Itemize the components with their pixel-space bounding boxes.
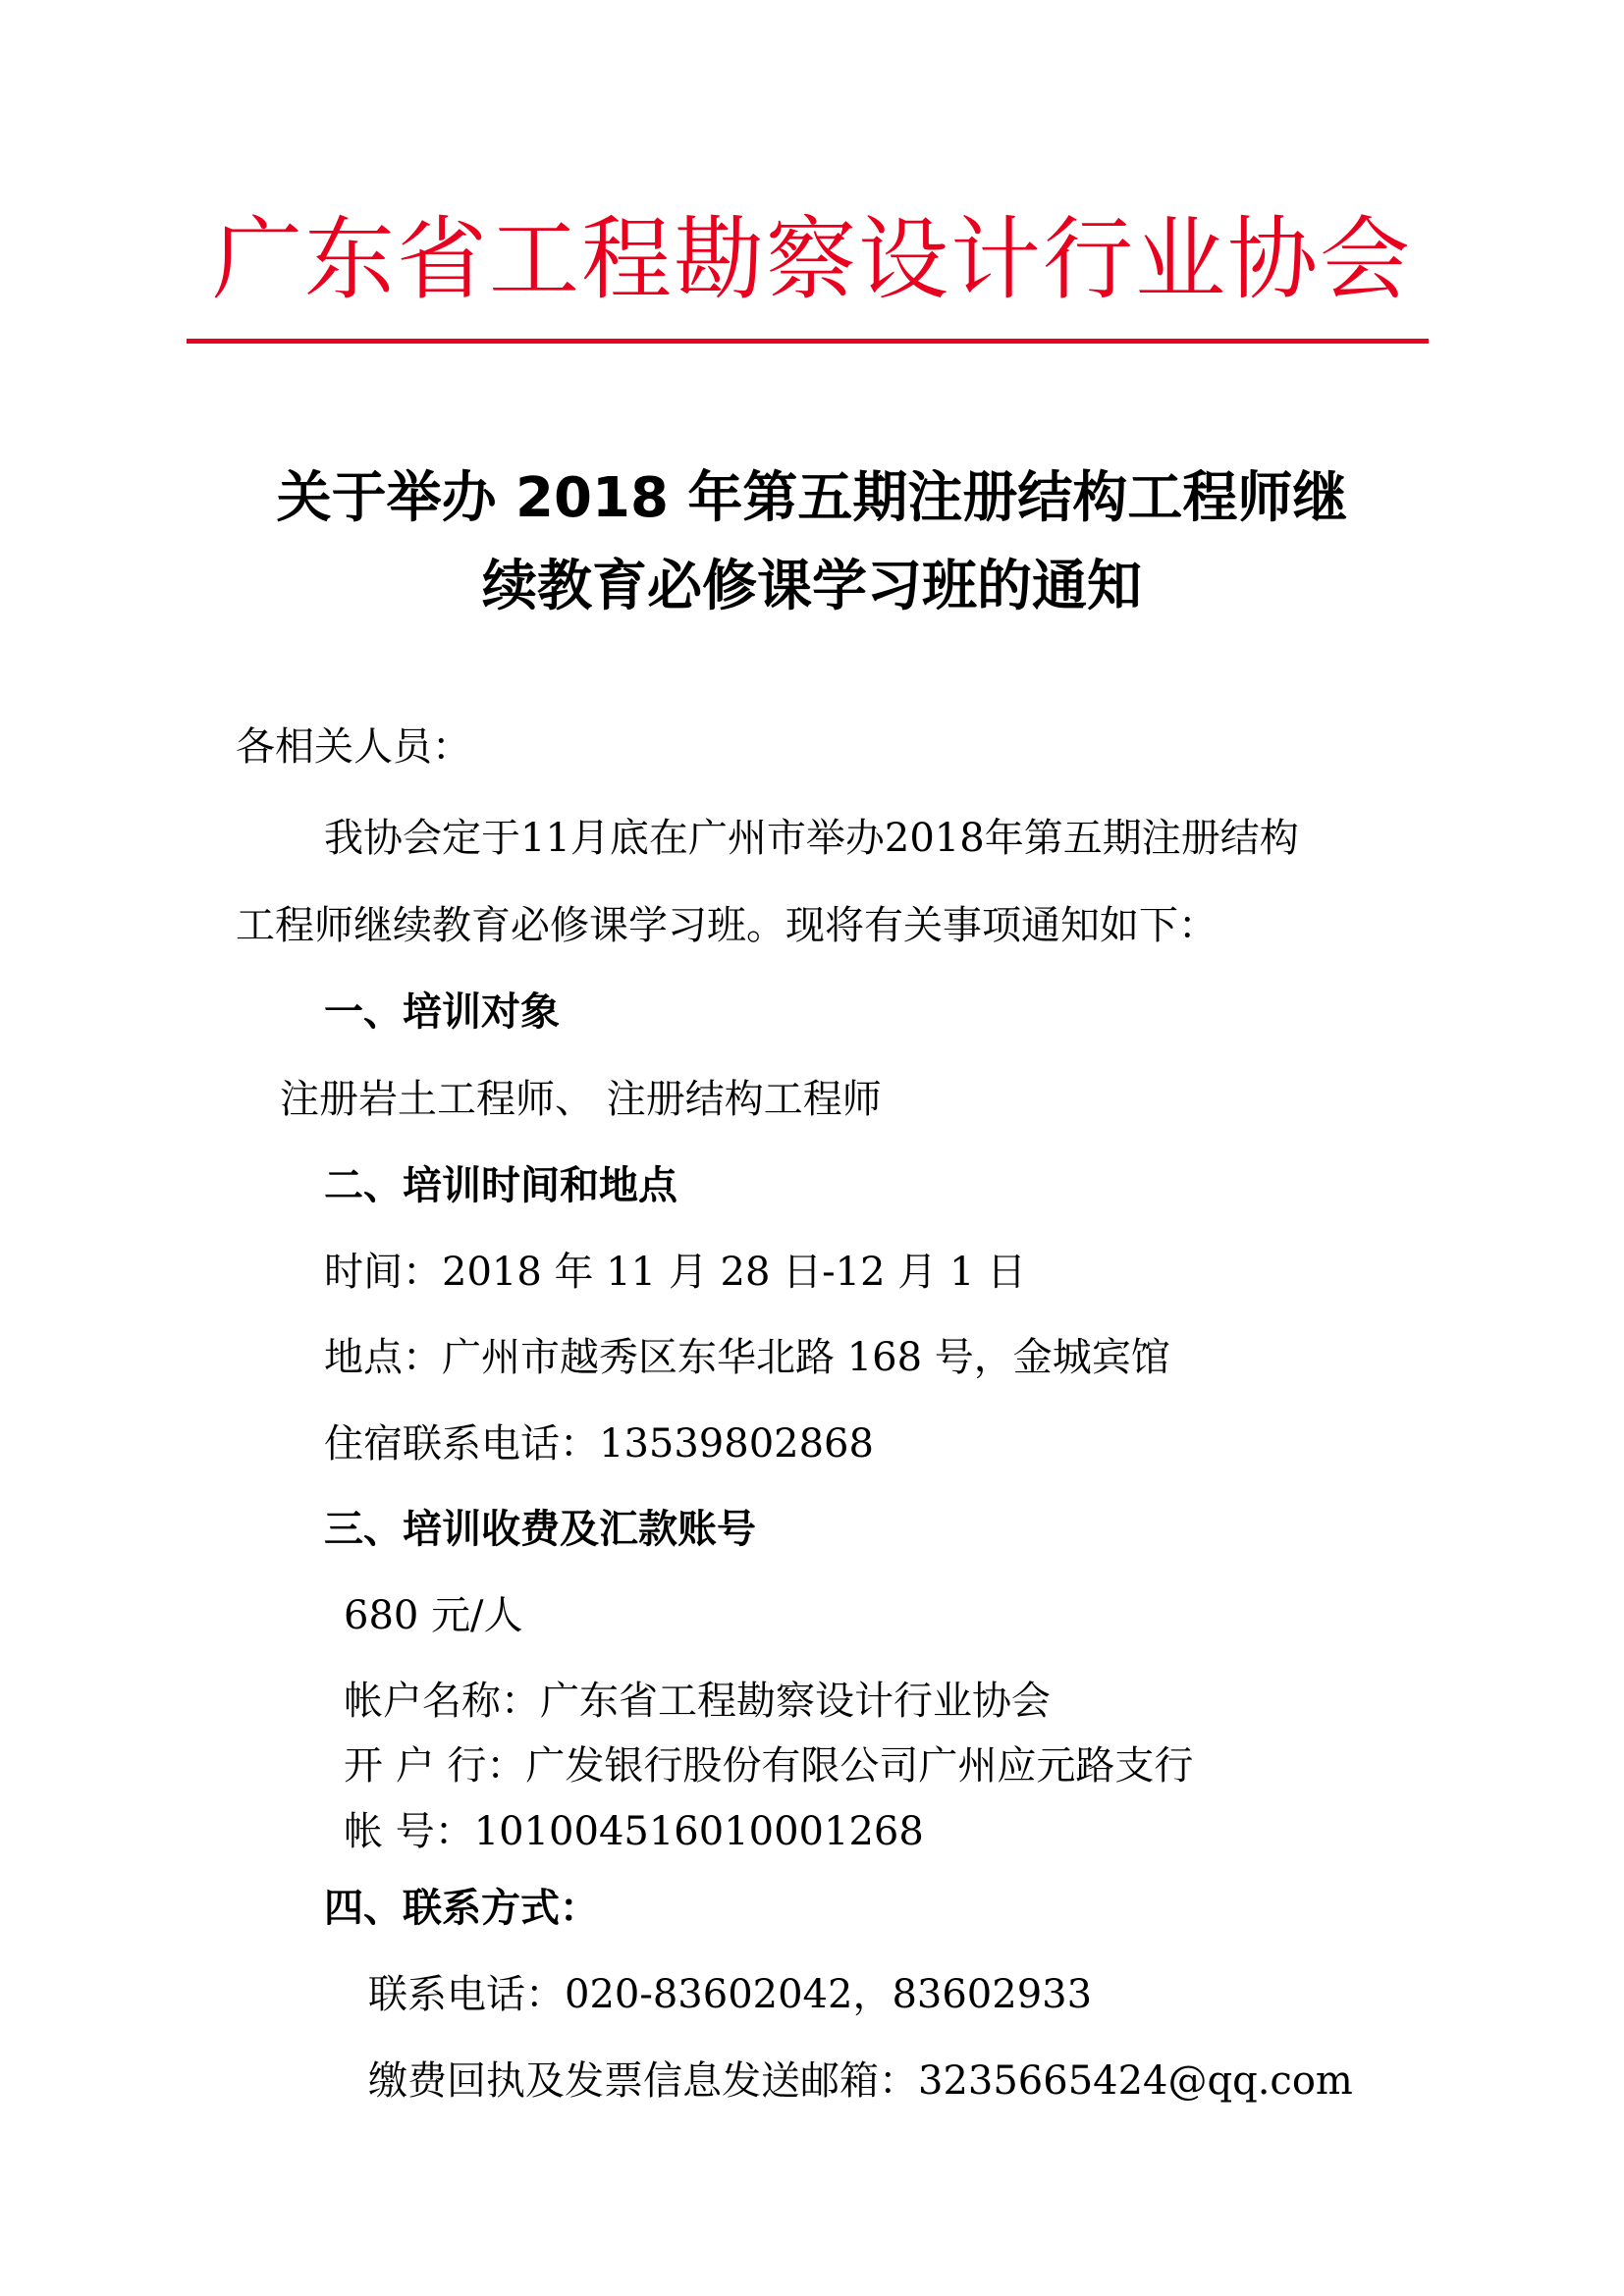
section-heading-2: 二、培训时间和地点	[324, 1163, 677, 1208]
account-name: 帐户名称：广东省工程勘察设计行业协会	[344, 1679, 1051, 1724]
training-target-text: 注册岩土工程师、 注册结构工程师	[280, 1077, 882, 1122]
section-heading-1: 一、培训对象	[324, 989, 560, 1035]
training-time: 时间：2018 年 11 月 28 日-12 月 1 日	[324, 1250, 1027, 1295]
section-heading-4: 四、联系方式：	[324, 1886, 599, 1931]
training-fee: 680 元/人	[344, 1593, 523, 1638]
account-number: 帐 号：101004516010001268	[344, 1809, 924, 1854]
contact-phone: 联系电话：020-83602042，83602933	[368, 1972, 1093, 2017]
intro-line-1: 我协会定于11月底在广州市举办2018年第五期注册结构	[324, 816, 1299, 861]
org-letterhead-title: 广东省工程勘察设计行业协会	[211, 207, 1412, 312]
section-heading-3: 三、培训收费及汇款账号	[324, 1507, 756, 1552]
notice-title-line-2: 续教育必修课学习班的通知	[482, 555, 1142, 618]
salutation: 各相关人员：	[236, 724, 471, 770]
letterhead-red-rule	[187, 339, 1429, 344]
training-place: 地点：广州市越秀区东华北路 168 号，金城宾馆	[324, 1335, 1170, 1380]
bank-name: 开 户 行：广发银行股份有限公司广州应元路支行	[344, 1743, 1194, 1789]
intro-line-2: 工程师继续教育必修课学习班。现将有关事项通知如下：	[236, 903, 1218, 948]
contact-email: 缴费回执及发票信息发送邮箱：3235665424@qq.com	[368, 2058, 1353, 2104]
notice-title-line-1: 关于举办 2018 年第五期注册结构工程师继	[276, 466, 1348, 530]
lodging-phone: 住宿联系电话：13539802868	[324, 1421, 874, 1467]
